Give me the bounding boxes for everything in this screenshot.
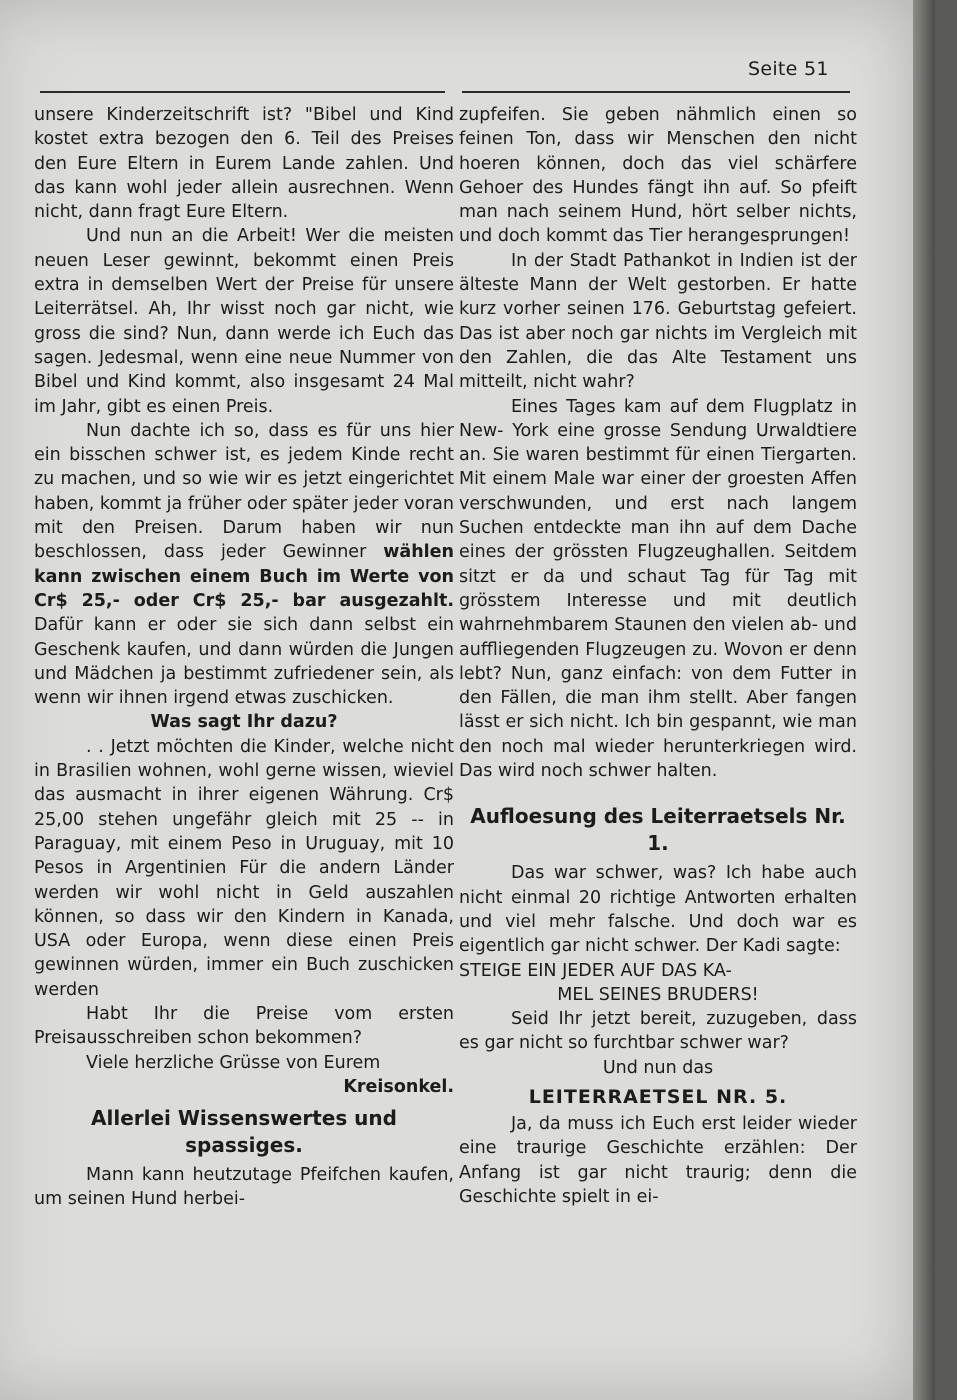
section-heading: Allerlei Wissenswertes und spassiges. xyxy=(91,1106,397,1158)
bold-emphasis: wählen kann zwischen einem Buch im Werte von Cr$ 25,- oder Cr$ 25,- bar ausgezahlt. xyxy=(34,542,454,611)
paragraph-text: Dafür kann er oder sie sich dann selbst ein Geschenk kaufen, und dann würden die Jungen und Mädchen ja bestimmt zufriedener sein, als wenn wir ihnen irgend etwas zuschicken. xyxy=(34,615,454,709)
subheading-question: Was sagt Ihr dazu? xyxy=(150,712,338,733)
paragraph: Mann kann heutzutage Pfeifchen kaufen, um seinen Hund herbei- xyxy=(34,1165,454,1210)
spacer xyxy=(459,783,857,797)
quote-line: MEL SEINES BRUDERS! xyxy=(557,984,759,1005)
paragraph: Eines Tages kam auf dem Flugplatz in New- York eine grosse Sendung Urwaldtiere an. Sie waren bestimmt für einen Tiergarten. Mit einem Male war einer der groesten Affen verschwunden, und erst nach langem Suchen entdeckte man ihn auf dem Dache eines der grössten Flugzeughallen. Seitdem sitzt er da und schaut Tag für Tag mit grösstem Interesse und mit deutlich wahrnehmbarem Staunen den vielen ab- und auffliegenden Flugzeugen zu. Wovon er denn lebt? Nun, ganz einfach: von dem Futter in den Fällen, die man ihm stellt. Aber fangen lässt er sich nicht. Ich bin gespannt, wie man den noch mal wieder herunterkriegen wird. Das wird noch schwer halten. xyxy=(459,396,857,782)
paragraph: Seid Ihr jetzt bereit, zuzugeben, dass es gar nicht so furchtbar schwer war? xyxy=(459,1009,857,1054)
paragraph-text: Nun dachte ich so, dass es für uns hier ein bisschen schwer ist, es jedem Kinde recht zu machen, und so wie wir es jetzt eingerichtet haben, kommt ja früher oder später jeder voran mit den Preisen. Darum haben wir nun beschlossen, dass jeder Gewinner xyxy=(34,420,454,563)
intro-line: Und nun das xyxy=(602,1057,714,1078)
paragraph: . . Jetzt möchten die Kinder, welche nicht in Brasilien wohnen, wohl gerne wissen, wieviel das ausmacht in ihrer eigenen Währung. Cr$ 25,00 stehen ungefähr gleich mit 25 -- in Paraguay, mit einem Peso in Uruguay, mit 10 Pesos in Argentinien Für die andern Länder werden wir wohl nicht in Geld auszahlen können, so dass wir den Kindern in Kanada, USA oder Europa, wenn diese einen Preis gewinnen würden, immer ein Buch zuschicken werden xyxy=(34,736,454,1000)
paragraph xyxy=(34,419,454,711)
paragraph: unsere Kinderzeitschrift ist? "Bibel und Kind kostet extra bezogen den 6. Teil des Preises den Eure Eltern in Eurem Lande zahlen. Und das kann wohl jeder allein ausrechnen. Wenn nicht, dann fragt Eure Eltern. xyxy=(34,105,454,223)
closing-line: Viele herzliche Grüsse von Eurem xyxy=(86,1052,381,1073)
right-column xyxy=(459,103,857,1209)
puzzle-heading: LEITERRAETSEL NR. 5. xyxy=(528,1085,788,1108)
left-column-rule xyxy=(40,91,445,93)
page-edge-shadow xyxy=(913,0,935,1400)
paragraph: Das war schwer, was? Ich habe auch nicht einmal 20 richtige Antworten erhalten und viel mehr falsche. Und doch war es eigentlich gar nicht schwer. Der Kadi sagte: xyxy=(459,863,857,957)
signature: Kreisonkel. xyxy=(343,1076,454,1097)
paragraph: In der Stadt Pathankot in Indien ist der älteste Mann der Welt gestorben. Er hatte kurz vorher seinen 176. Geburtstag gefeiert. Das ist aber noch gar nichts im Vergleich mit den Zahlen, die das Alte Testament uns mitteilt, nicht wahr? xyxy=(459,250,857,393)
left-column xyxy=(34,103,454,1212)
paragraph: Habt Ihr die Preise vom ersten Preisausschreiben schon bekommen? xyxy=(34,1003,454,1049)
page-number: Seite 51 xyxy=(748,58,829,80)
paragraph: Ja, da muss ich Euch erst leider wieder eine traurige Geschichte erzählen: Der Anfang ist gar nicht traurig; denn die Geschichte spielt in ei- xyxy=(459,1113,857,1207)
quote-line: STEIGE EIN JEDER AUF DAS KA- xyxy=(459,960,732,981)
paragraph: Und nun an die Arbeit! Wer die meisten neuen Leser gewinnt, bekommt einen Preis extra in demselben Wert der Preise für unsere Leiterrätsel. Ah, Ihr wisst noch gar nicht, wie gross die sind? Nun, dann werde ich Euch das sagen. Jedesmal, wenn eine neue Nummer von Bibel und Kind kommt, also insgesamt 24 Mal im Jahr, gibt es einen Preis. xyxy=(34,226,454,417)
right-column-rule xyxy=(462,91,850,93)
paragraph: zupfeifen. Sie geben nähmlich einen so feinen Ton, dass wir Menschen den nicht hoeren können, doch das viel schärfere Gehoer des Hundes fängt ihn auf. So pfeift man nach seinem Hund, hört selber nichts, und doch kommt das Tier herangesprungen! xyxy=(459,105,857,247)
section-heading: Aufloesung des Leiterraetsels Nr. 1. xyxy=(470,804,846,856)
